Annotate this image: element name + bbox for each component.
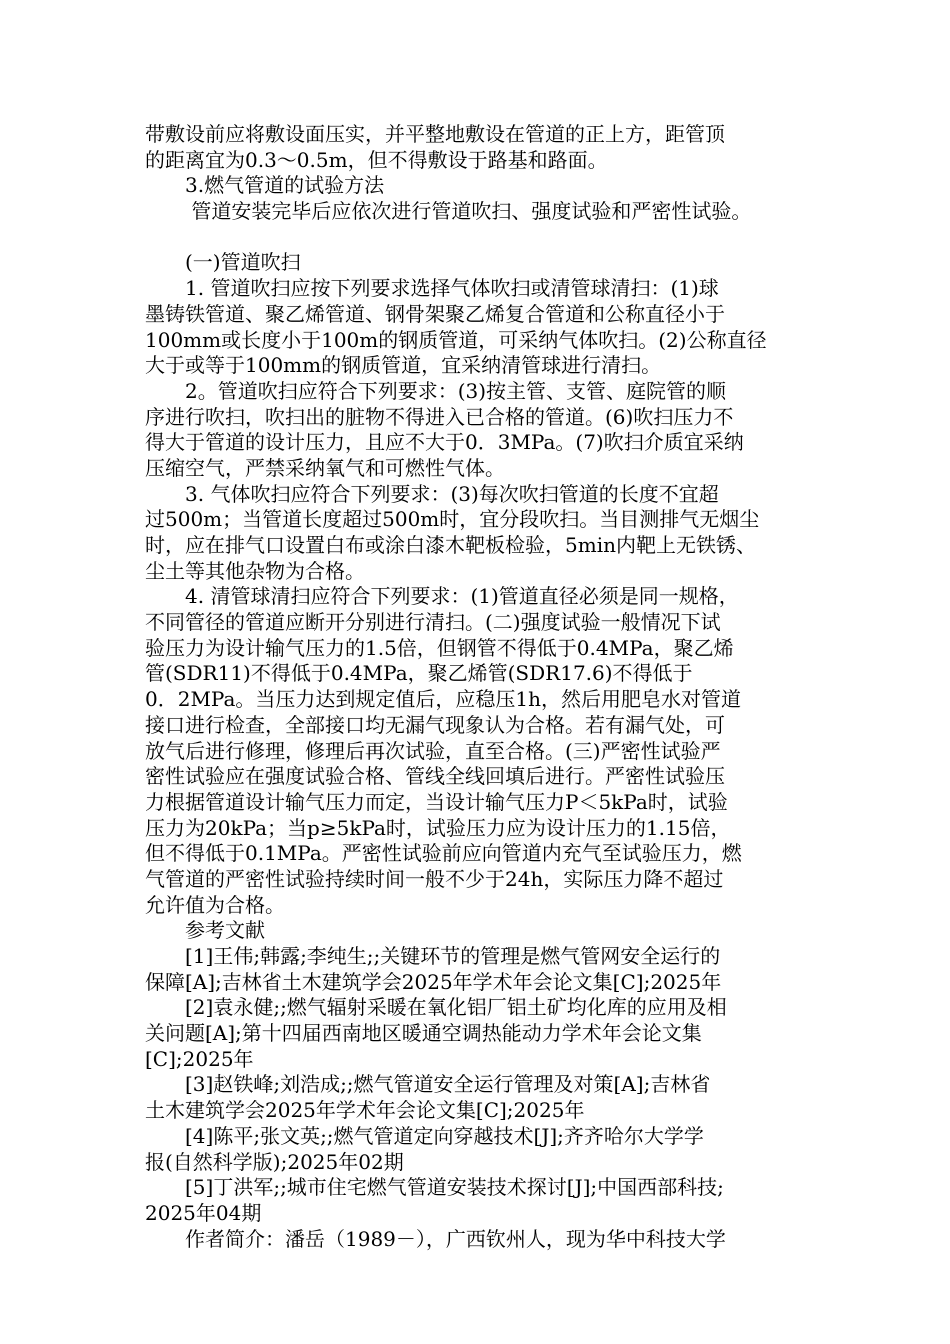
text-line: 3. 气体吹扫应符合下列要求：(3)每次吹扫管道的长度不宜超 [145,481,719,506]
text-line: 2。管道吹扫应符合下列要求：(3)按主管、支管、庭院管的顺 [145,378,727,403]
subsection-heading: (一)管道吹扫 [145,250,301,275]
text-line: 带敷设前应将敷设面压实，并平整地敷设在管道的正上方，距管顶 [145,122,725,146]
text-line: 密性试验应在强度试验合格、管线全线回填后进行。严密性试验压 [145,764,725,789]
text-line: 允许值为合格。 [145,892,285,917]
reference-line: [3]赵铁峰;刘浩成;;燃气管道安全运行管理及对策[A];吉林省 [145,1072,711,1097]
text-line: 尘土等其他杂物为合格。 [145,558,365,583]
text-line: 管(SDR11)不得低于0.4MPa，聚乙烯管(SDR17.6)不得低于 [145,661,693,686]
text-line: 气管道的严密性试验持续时间一般不少于24h，实际压力降不超过 [145,866,724,891]
text-line: 大于或等于100mm的钢质管道，宜采纳清管球进行清扫。 [145,353,662,378]
text-line: 序进行吹扫，吹扫出的脏物不得进入已合格的管道。(6)吹扫压力不 [145,404,734,429]
reference-line: 报(自然科学版);2025年02期 [145,1149,404,1174]
text-line: 的距离宜为0.3～0.5m，但不得敷设于路基和路面。 [145,147,608,172]
section-heading: 3.燃气管道的试验方法 [145,173,385,198]
references-heading: 参考文献 [145,918,265,943]
text-line: 压力为20kPa；当p≥5kPa时，试验压力应为设计压力的1.15倍， [145,815,731,840]
text-line: 接口进行检查，全部接口均无漏气现象认为合格。若有漏气处，可 [145,712,725,737]
text-line: 时，应在排气口设置白布或涂白漆木靶板检验，5min内靶上无铁锈、 [145,533,756,557]
text-line: 得大于管道的设计压力，且应不大于0．3MPa。(7)吹扫介质宜采纳 [145,430,744,455]
reference-line: 土木建筑学会2025年学术年会论文集[C];2025年 [145,1098,585,1123]
text-line: 墨铸铁管道、聚乙烯管道、钢骨架聚乙烯复合管道和公称直径小于 [145,301,725,326]
text-line: 管道安装完毕后应依次进行管道吹扫、强度试验和严密性试验。 [145,199,752,224]
text-line: 验压力为设计输气压力的1.5倍，但钢管不得低于0.4MPa，聚乙烯 [145,635,734,660]
text-line: 力根据管道设计输气压力而定，当设计输气压力P＜5kPa时，试验 [145,789,728,814]
reference-line: 关问题[A];第十四届西南地区暖通空调热能动力学术年会论文集 [145,1021,702,1046]
text-line: 但不得低于0.1MPa。严密性试验前应向管道内充气至试验压力，燃 [145,841,742,866]
text-line: 不同管径的管道应断开分别进行清扫。(二)强度试验一般情况下试 [145,610,721,635]
blank-line [145,225,817,251]
reference-line: [C];2025年 [145,1046,254,1071]
reference-line: 2025年04期 [145,1200,262,1225]
text-line: 过500m；当管道长度超过500m时，宜分段吹扫。当目测排气无烟尘 [145,507,760,532]
reference-line: 保障[A];吉林省土木建筑学会2025年学术年会论文集[C];2025年 [145,969,722,994]
text-line: 放气后进行修理，修理后再次试验，直至合格。(三)严密性试验严 [145,738,721,763]
document-body [145,122,817,1252]
reference-line: [5]丁洪军;;城市住宅燃气管道安装技术探讨[J];中国西部科技; [145,1175,724,1200]
reference-line: [1]王伟;韩露;李纯生;;关键环节的管理是燃气管网安全运行的 [145,944,721,968]
text-line: 0．2MPa。当压力达到规定值后，应稳压1h，然后用肥皂水对管道 [145,687,742,712]
reference-line: [2]袁永健;;燃气辐射采暖在氧化铝厂铝土矿均化库的应用及相 [145,995,727,1020]
author-bio: 作者简介：潘岳（1989－），广西钦州人，现为华中科技大学 [145,1226,726,1251]
text-line: 100mm或长度小于100m的钢质管道，可采纳气体吹扫。(2)公称直径 [145,327,767,352]
text-line: 4. 清管球清扫应符合下列要求：(1)管道直径必须是同一规格， [145,584,739,609]
text-line: 压缩空气，严禁采纳氧气和可燃性气体。 [145,455,505,480]
reference-line: [4]陈平;张文英;;燃气管道定向穿越技术[J];齐齐哈尔大学学 [145,1123,704,1148]
text-line: 1. 管道吹扫应按下列要求选择气体吹扫或清管球清扫：(1)球 [145,276,719,301]
